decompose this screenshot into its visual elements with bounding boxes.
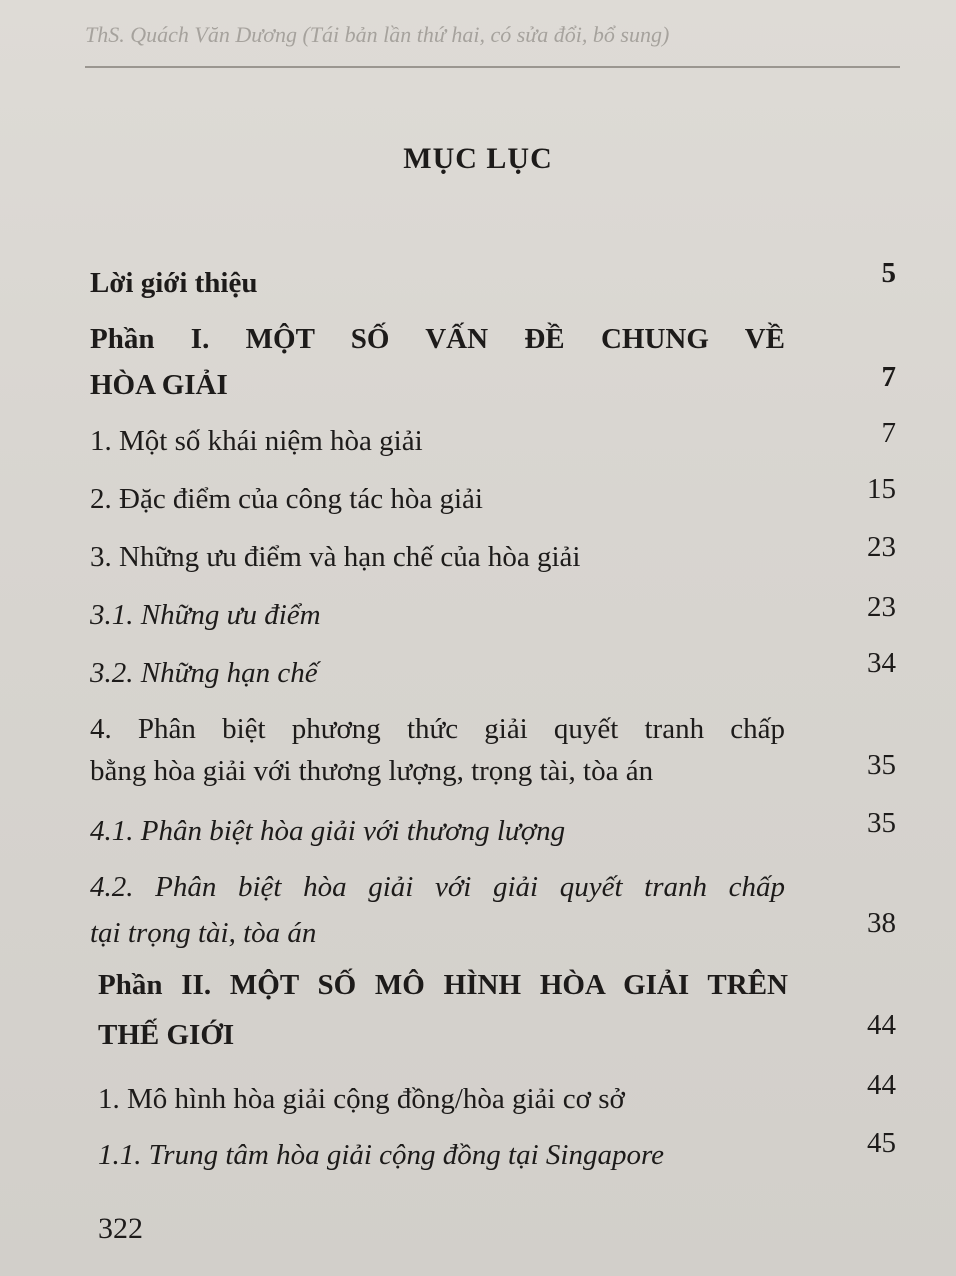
page-number: 322	[98, 1212, 143, 1245]
toc-entry-label: 1.1. Trung tâm hòa giải cộng đồng tại Singapore	[98, 1139, 665, 1171]
toc-entry-page: 38	[867, 907, 896, 939]
toc-entry-page: 34	[867, 647, 896, 679]
toc-entry-page: 23	[867, 531, 896, 563]
toc-entry-label-line2: tại trọng tài, tòa án	[90, 917, 317, 949]
header-rule	[85, 66, 900, 68]
toc-entry-page: 44	[867, 1069, 896, 1101]
toc-entry-label-line1: Phần I. MỘT SỐ VẤN ĐỀ CHUNG VỀ	[90, 323, 785, 355]
toc-entry-page: 35	[867, 749, 896, 781]
toc-entry-page: 5	[881, 257, 896, 289]
toc-entry-page: 23	[867, 591, 896, 623]
toc-entry-label: 1. Mô hình hòa giải cộng đồng/hòa giải cơ sở	[98, 1083, 625, 1115]
toc-entry-label: 3.1. Những ưu điểm	[90, 599, 321, 631]
toc-entry-label-line2: HÒA GIẢI	[90, 369, 228, 401]
toc-entry-label-line1: 4. Phân biệt phương thức giải quyết tranh chấp	[90, 713, 785, 745]
toc-entry-label: 3.2. Những hạn chế	[90, 657, 318, 689]
toc-entry-label-line1: Phần II. MỘT SỐ MÔ HÌNH HÒA GIẢI TRÊN	[98, 969, 788, 1001]
toc-entry-label: 4.1. Phân biệt hòa giải với thương lượng	[90, 815, 566, 847]
toc-entry-page: 44	[867, 1009, 896, 1041]
toc-entry-label: 2. Đặc điểm của công tác hòa giải	[90, 483, 483, 515]
toc-entry-page: 15	[867, 473, 896, 505]
toc-entry-label: Lời giới thiệu	[90, 267, 258, 299]
toc-entry-page: 7	[881, 361, 896, 393]
toc-title: MỤC LỤC	[403, 142, 553, 175]
toc-entry-label: 1. Một số khái niệm hòa giải	[90, 425, 423, 457]
toc-entry-label-line2: bằng hòa giải với thương lượng, trọng tài, tòa án	[90, 755, 654, 787]
toc-entry-label-line2: THẾ GIỚI	[98, 1019, 235, 1051]
toc-entry-label-line1: 4.2. Phân biệt hòa giải với giải quyết tranh chấp	[90, 871, 785, 903]
toc-entry-page: 7	[881, 417, 896, 449]
toc-entry-page: 35	[867, 807, 896, 839]
toc-entry-label: 3. Những ưu điểm và hạn chế của hòa giải	[90, 541, 581, 573]
toc-entry-page: 45	[867, 1127, 896, 1159]
running-head: ThS. Quách Văn Dương (Tái bản lần thứ hai, có sửa đổi, bổ sung)	[85, 22, 670, 47]
